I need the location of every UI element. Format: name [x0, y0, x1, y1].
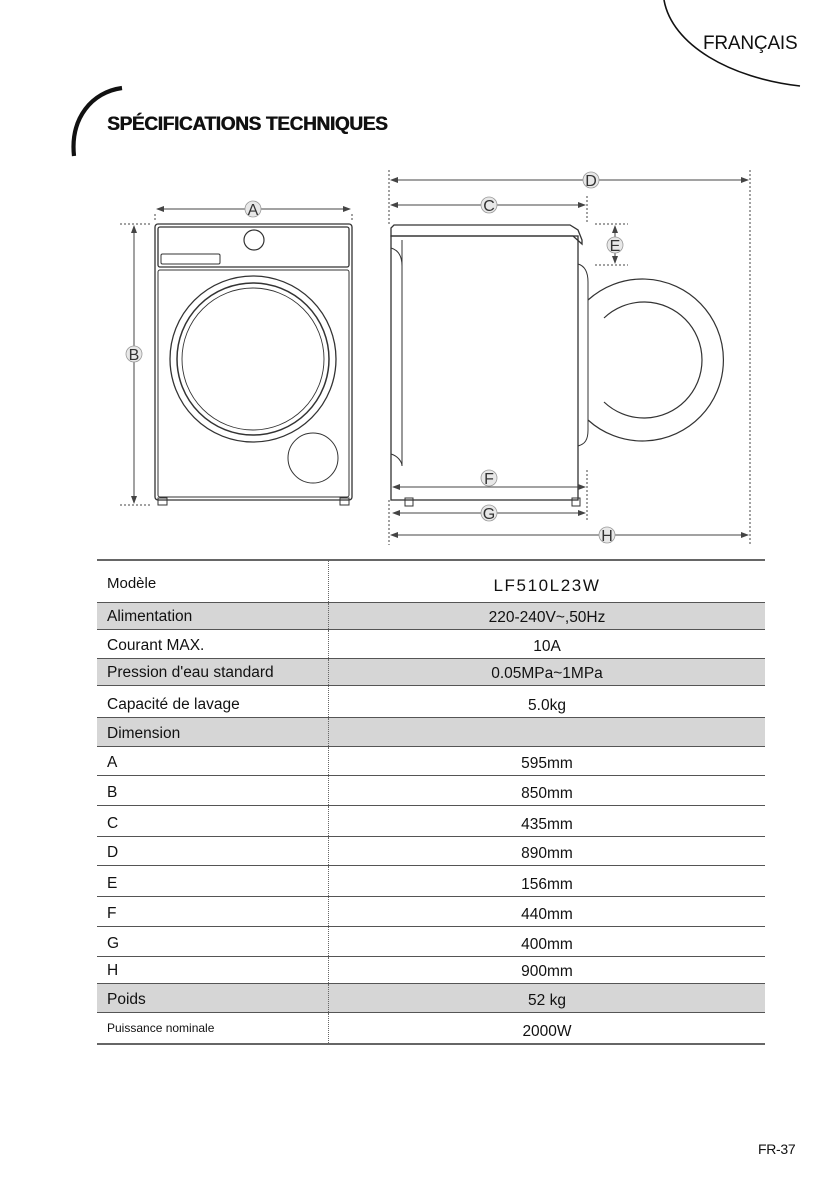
dimension-label-b: [126, 346, 142, 364]
table-row: [97, 983, 765, 1012]
row-value: 850mm: [329, 775, 766, 805]
svg-text:B: B: [128, 347, 140, 364]
row-label: E: [97, 865, 329, 896]
dimension-label-f: [481, 470, 497, 488]
row-value: 220-240V~,50Hz: [329, 602, 766, 629]
table-row: [97, 865, 765, 896]
row-value: 440mm: [329, 896, 766, 926]
row-value: 595mm: [329, 746, 766, 775]
row-label: F: [97, 896, 329, 926]
row-label: C: [97, 805, 329, 836]
table-row: [97, 629, 765, 658]
dimension-label-d: [583, 172, 599, 190]
dimension-label-h: [599, 527, 615, 545]
side-view-washer: [391, 225, 723, 506]
table-row: [97, 775, 765, 805]
table-row: [97, 956, 765, 983]
svg-text:A: A: [247, 202, 259, 219]
table-row: [97, 836, 765, 865]
row-label: Dimension: [97, 717, 329, 746]
row-value: 10A: [329, 629, 766, 658]
dimension-label-a: [245, 201, 261, 219]
table-row: [97, 602, 765, 629]
row-label: Courant MAX.: [97, 629, 329, 658]
row-value: 52 kg: [329, 983, 766, 1012]
svg-text:D: D: [585, 173, 597, 190]
table-row: [97, 896, 765, 926]
row-label: Poids: [97, 983, 329, 1012]
row-label: Modèle: [97, 560, 329, 602]
language-label: FRANÇAIS: [703, 33, 798, 54]
table-row: [97, 560, 765, 602]
row-label: A: [97, 746, 329, 775]
svg-text:H: H: [601, 528, 613, 545]
specifications-table: [97, 559, 765, 1045]
row-label: H: [97, 956, 329, 983]
dimension-label-e: [607, 237, 623, 255]
row-label: Puissance nominale: [97, 1012, 329, 1044]
table-row: [97, 1012, 765, 1044]
svg-text:G: G: [482, 506, 496, 523]
row-value: 435mm: [329, 805, 766, 836]
row-label: Pression d'eau standard: [97, 658, 329, 685]
row-value: 890mm: [329, 836, 766, 865]
row-value: 2000W: [329, 1012, 766, 1044]
table-row: [97, 805, 765, 836]
row-label: Capacité de lavage: [97, 685, 329, 717]
row-value: LF510L23W: [493, 575, 601, 595]
section-title: SPÉCIFICATIONS TECHNIQUES: [107, 114, 388, 135]
row-label: B: [97, 775, 329, 805]
row-value: [329, 717, 766, 746]
table-row: [97, 685, 765, 717]
row-value: 5.0kg: [329, 685, 766, 717]
table-row: [97, 926, 765, 956]
dimension-label-c: [481, 197, 497, 215]
table-row: [97, 717, 765, 746]
table-row: [97, 746, 765, 775]
dimension-label-g: [481, 505, 497, 523]
row-value: 900mm: [329, 956, 766, 983]
row-value: 400mm: [329, 926, 766, 956]
front-view-washer: [155, 224, 352, 505]
svg-text:F: F: [484, 471, 494, 488]
row-value: 156mm: [329, 865, 766, 896]
svg-text:E: E: [609, 238, 621, 255]
table-row: [97, 658, 765, 685]
row-label: G: [97, 926, 329, 956]
page-number: FR-37: [758, 1141, 796, 1157]
row-label: Alimentation: [97, 602, 329, 629]
row-value: 0.05MPa~1MPa: [329, 658, 766, 685]
row-label: D: [97, 836, 329, 865]
svg-text:C: C: [483, 198, 495, 215]
